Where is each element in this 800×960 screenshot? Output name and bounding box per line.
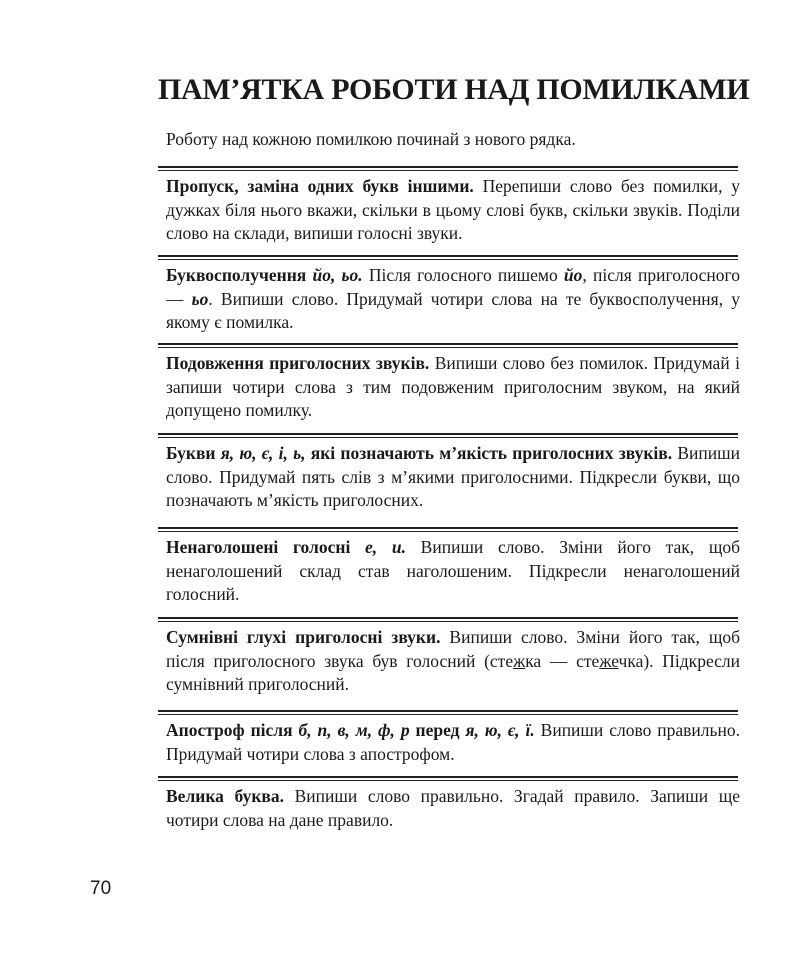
underlined-letter: е	[611, 650, 619, 671]
section-divider	[158, 433, 738, 435]
section-text: Перепиши слово без помилки, у дужках біля нього вкажи, скільки в цьому слові букв, скільки звуків. Поділи слово на склади, випиши голосні звуки.	[166, 176, 740, 243]
section-heading-letters: я, ю, є, ї.	[465, 720, 535, 740]
page-title: ПАМ’ЯТКА РОБОТИ НАД ПОМИЛКАМИ	[158, 73, 750, 106]
section-letter-combination	[166, 264, 740, 335]
section-heading: Букви	[166, 443, 221, 463]
section-text: . Випиши слово. Придумай чотири слова на те буквосполучення, у якому є помилка.	[166, 288, 740, 332]
section-divider	[158, 527, 738, 529]
section-heading: Сумнівні глухі приголосні звуки.	[166, 627, 441, 647]
section-heading: Подовження приголосних звуків.	[166, 353, 430, 373]
section-heading: перед	[409, 720, 466, 740]
section-heading-letters: б, п, в, м, ф, р	[298, 720, 410, 740]
underlined-letter: ж	[513, 650, 526, 671]
section-divider	[158, 166, 738, 168]
section-divider	[158, 255, 738, 257]
section-text: Випиши слово. Зміни його так, щоб після приголосного звука був голосний (сте	[166, 627, 740, 671]
section-heading: Ненаголошені голосні	[166, 537, 366, 557]
section-heading: Велика буква.	[166, 786, 285, 806]
section-text: Випиши слово правильно. Згадай правило. Запиши ще чотири слова на дане правило.	[166, 786, 740, 830]
section-doubtful-consonants	[166, 626, 740, 697]
section-text: Випиши слово правильно. Придумай чотири слова з апострофом.	[166, 720, 740, 764]
section-text: , після приголосного —	[166, 265, 741, 309]
page-number: 70	[90, 878, 112, 899]
section-heading-letters: я, ю, є, і, ь,	[220, 443, 306, 463]
section-text: Випиши слово без помилок. Придумай і запиши чотири слова з тим подовженим приголосним звуком, на який допущено помилку.	[166, 353, 740, 420]
section-divider	[158, 617, 738, 619]
section-heading: Апостроф після	[166, 720, 299, 740]
section-heading-letters: е, и.	[365, 537, 406, 557]
underlined-letter: ж	[599, 650, 612, 671]
section-omission-substitution	[166, 175, 740, 246]
section-unstressed-vowels	[166, 536, 740, 607]
section-text: чка). Підкресли сумнівний приголосний.	[166, 650, 741, 694]
section-capital-letter	[166, 785, 740, 832]
section-divider	[158, 710, 738, 712]
section-apostrophe	[166, 719, 740, 766]
section-heading: які позначають м’якість приголосних звуків.	[305, 443, 673, 463]
section-heading: Буквосполучення	[166, 265, 313, 285]
section-emphasis: ьо	[191, 288, 209, 309]
section-softness-letters	[166, 442, 740, 513]
section-text: ка — сте	[525, 650, 600, 671]
section-emphasis: йо	[563, 265, 583, 285]
section-divider	[158, 343, 738, 345]
section-text: Випиши слово. Придумай пять слів з м’якими приголосними. Підкресли букви, що позначають м’якість приголосних.	[166, 443, 740, 510]
section-heading: Пропуск, заміна одних букв іншими.	[166, 176, 474, 196]
section-divider	[158, 776, 738, 778]
intro-text: Роботу над кожною помилкою починай з нового рядка.	[166, 129, 576, 149]
section-heading-letters: йо, ьо.	[312, 265, 363, 285]
section-text: Після голосного пишемо	[362, 265, 564, 285]
section-text: Випиши слово. Зміни його так, щоб ненаголошений склад став наголошеним. Підкресли ненаголошений голосний.	[166, 537, 740, 604]
section-consonant-lengthening	[166, 352, 740, 423]
